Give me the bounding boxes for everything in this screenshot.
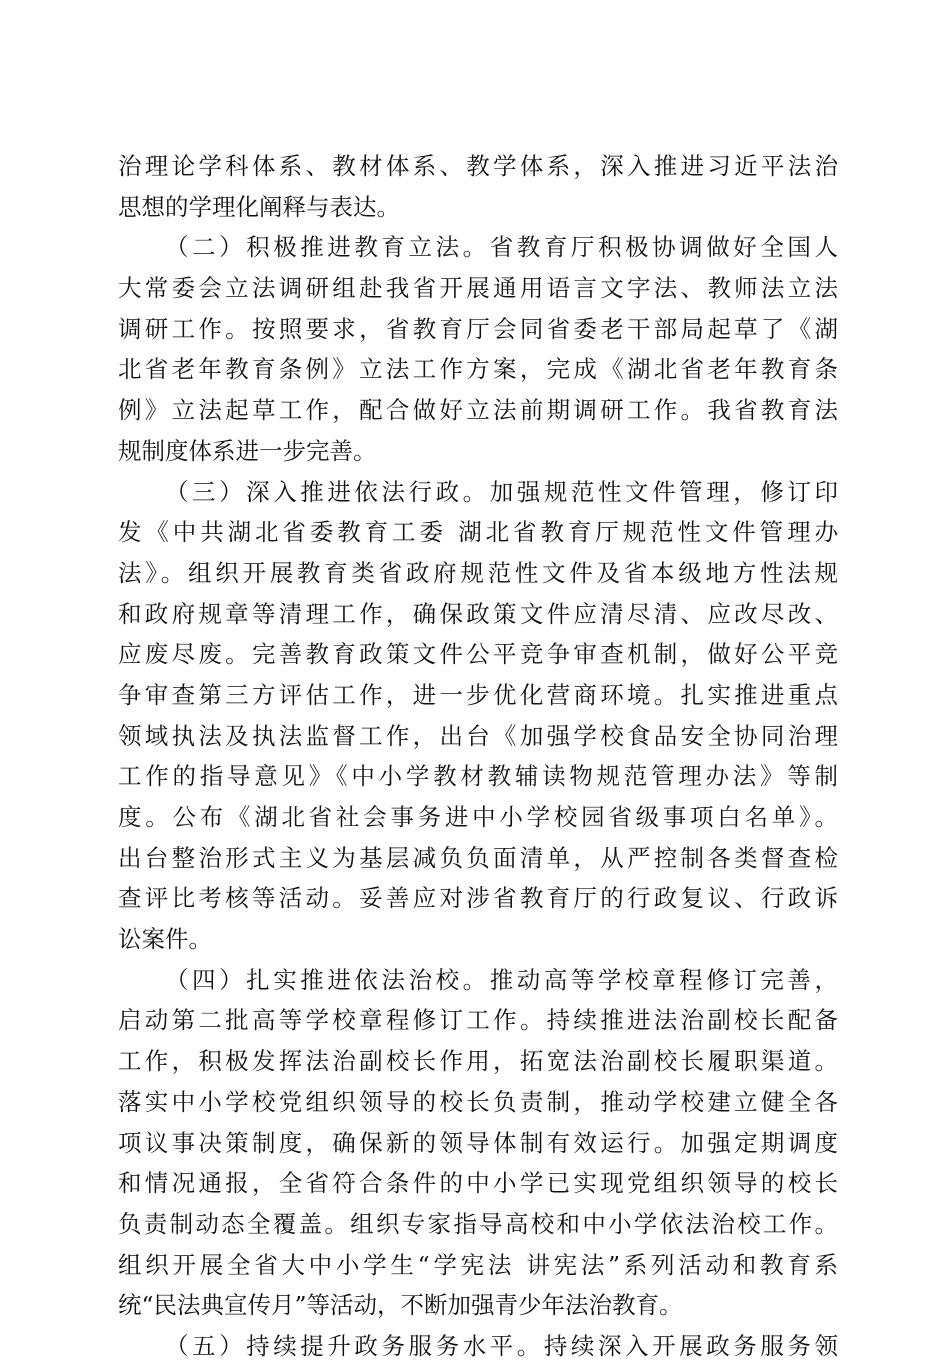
text-line: 应废尽废。完善教育政策文件公平竞争审查机制，做好公平竞	[118, 640, 838, 669]
text-line: 争审查第三方评估工作，进一步优化营商环境。扎实推进重点	[118, 680, 838, 709]
text-line: 北省老年教育条例》立法工作方案，完成《湖北省老年教育条	[118, 355, 838, 384]
paragraph-first-line: （五）持续提升政务服务水平。持续深入开展政务服务领	[165, 1331, 838, 1360]
text-line: 启动第二批高等学校章程修订工作。持续推进法治副校长配备	[118, 1006, 838, 1035]
text-line: 和政府规章等清理工作，确保政策文件应清尽清、应改尽改、	[118, 599, 838, 628]
text-line: 调研工作。按照要求，省教育厅会同省委老干部局起草了《湖	[118, 314, 838, 343]
text-line: 项议事决策制度，确保新的领导体制有效运行。加强定期调度	[118, 1128, 838, 1157]
text-line: 治理论学科体系、教材体系、教学体系，深入推进习近平法治	[118, 152, 838, 180]
text-line: 领域执法及执法监督工作，出台《加强学校食品安全协同治理	[118, 721, 838, 750]
text-line: 负责制动态全覆盖。组织专家指导高校和中小学依法治校工作。	[118, 1209, 838, 1238]
text-line: 法》。组织开展教育类省政府规范性文件及省本级地方性法规	[118, 558, 838, 587]
text-line: 落实中小学校党组织领导的校长负责制，推动学校建立健全各	[118, 1087, 838, 1116]
text-line: 工作，积极发挥法治副校长作用，拓宽法治副校长履职渠道。	[118, 1047, 838, 1076]
text-line: 出台整治形式主义为基层减负负面清单，从严控制各类督查检	[118, 843, 838, 872]
paragraph-first-line: （二）积极推进教育立法。省教育厅积极协调做好全国人	[165, 233, 838, 262]
text-line: 度。公布《湖北省社会事务进中小学校园省级事项白名单》。	[118, 803, 838, 831]
text-line: 规制度体系进一步完善。	[118, 436, 377, 465]
paragraph-first-line: （三）深入推进依法行政。加强规范性文件管理，修订印	[165, 477, 838, 506]
text-line: 思想的学理化阐释与表达。	[118, 192, 400, 221]
text-line: 和情况通报，全省符合条件的中小学已实现党组织领导的校长	[118, 1169, 838, 1198]
text-line: 讼案件。	[118, 925, 212, 954]
text-line: 发《中共湖北省委教育工委 湖北省教育厅规范性文件管理办	[118, 518, 838, 547]
paragraph-first-line: （四）扎实推进依法治校。推动高等学校章程修订完善，	[165, 965, 838, 994]
text-line: 大常委会立法调研组赴我省开展通用语言文字法、教师法立法	[118, 274, 838, 303]
text-line: 例》立法起草工作，配合做好立法前期调研工作。我省教育法	[118, 396, 838, 425]
document-body-text	[118, 146, 838, 1367]
text-line: 查评比考核等活动。妥善应对涉省教育厅的行政复议、行政诉	[118, 884, 838, 913]
text-line: 工作的指导意见》《中小学教材教辅读物规范管理办法》等制	[118, 762, 838, 791]
text-line: 统“民法典宣传月”等活动，不断加强青少年法治教育。	[118, 1291, 683, 1320]
text-line: 组织开展全省大中小学生“学宪法 讲宪法”系列活动和教育系	[118, 1250, 838, 1279]
